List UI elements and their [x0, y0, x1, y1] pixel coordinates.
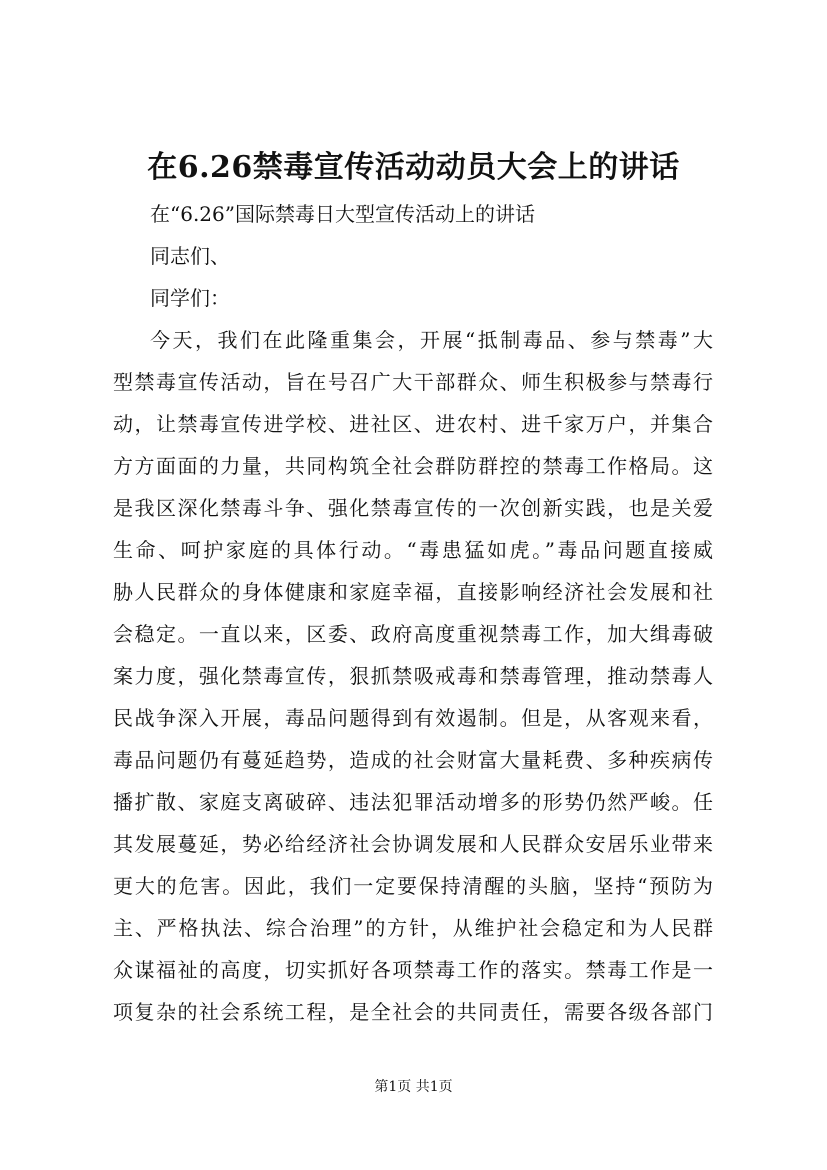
body-line: 动，让禁毒宣传进学校、进社区、进农村、进千家万户，并集合 — [113, 412, 713, 436]
greeting-comrades: 同志们、 — [150, 244, 230, 268]
body-line: 生命、呵护家庭的具体行动。“毒患猛如虎。”毒品问题直接威 — [113, 538, 713, 562]
body-line: 项复杂的社会系统工程，是全社会的共同责任，需要各级各部门 — [113, 1000, 713, 1024]
body-line: 型禁毒宣传活动，旨在号召广大干部群众、师生积极参与禁毒行 — [113, 370, 713, 394]
subtitle: 在“6.26”国际禁毒日大型宣传活动上的讲话 — [150, 202, 535, 226]
body-line: 其发展蔓延，势必给经济社会协调发展和人民群众安居乐业带来 — [113, 832, 713, 856]
document-title: 在6.26禁毒宣传活动动员大会上的讲话 — [147, 150, 680, 185]
body-line: 是我区深化禁毒斗争、强化禁毒宣传的一次创新实践，也是关爱 — [113, 496, 713, 520]
body-line: 主、严格执法、综合治理”的方针，从维护社会稳定和为人民群 — [113, 916, 713, 940]
body-line: 今天，我们在此隆重集会，开展“抵制毒品、参与禁毒”大 — [150, 328, 713, 352]
page-footer: 第1页 共1页 — [374, 1079, 453, 1095]
body-line: 案力度，强化禁毒宣传，狠抓禁吸戒毒和禁毒管理，推动禁毒人 — [113, 664, 713, 688]
body-line: 更大的危害。因此，我们一定要保持清醒的头脑，坚持“预防为 — [113, 874, 713, 898]
greeting-students: 同学们： — [150, 286, 230, 310]
body-line: 民战争深入开展，毒品问题得到有效遏制。但是，从客观来看， — [113, 706, 713, 730]
body-line: 方方面面的力量，共同构筑全社会群防群控的禁毒工作格局。这 — [113, 454, 713, 478]
body-line: 播扩散、家庭支离破碎、违法犯罪活动增多的形势仍然严峻。任 — [113, 790, 713, 814]
body-line: 胁人民群众的身体健康和家庭幸福，直接影响经济社会发展和社 — [113, 580, 713, 604]
body-line: 毒品问题仍有蔓延趋势，造成的社会财富大量耗费、多种疾病传 — [113, 748, 713, 772]
body-line: 会稳定。一直以来，区委、政府高度重视禁毒工作，加大缉毒破 — [113, 622, 713, 646]
body-line: 众谋福祉的高度，切实抓好各项禁毒工作的落实。禁毒工作是一 — [113, 958, 713, 982]
